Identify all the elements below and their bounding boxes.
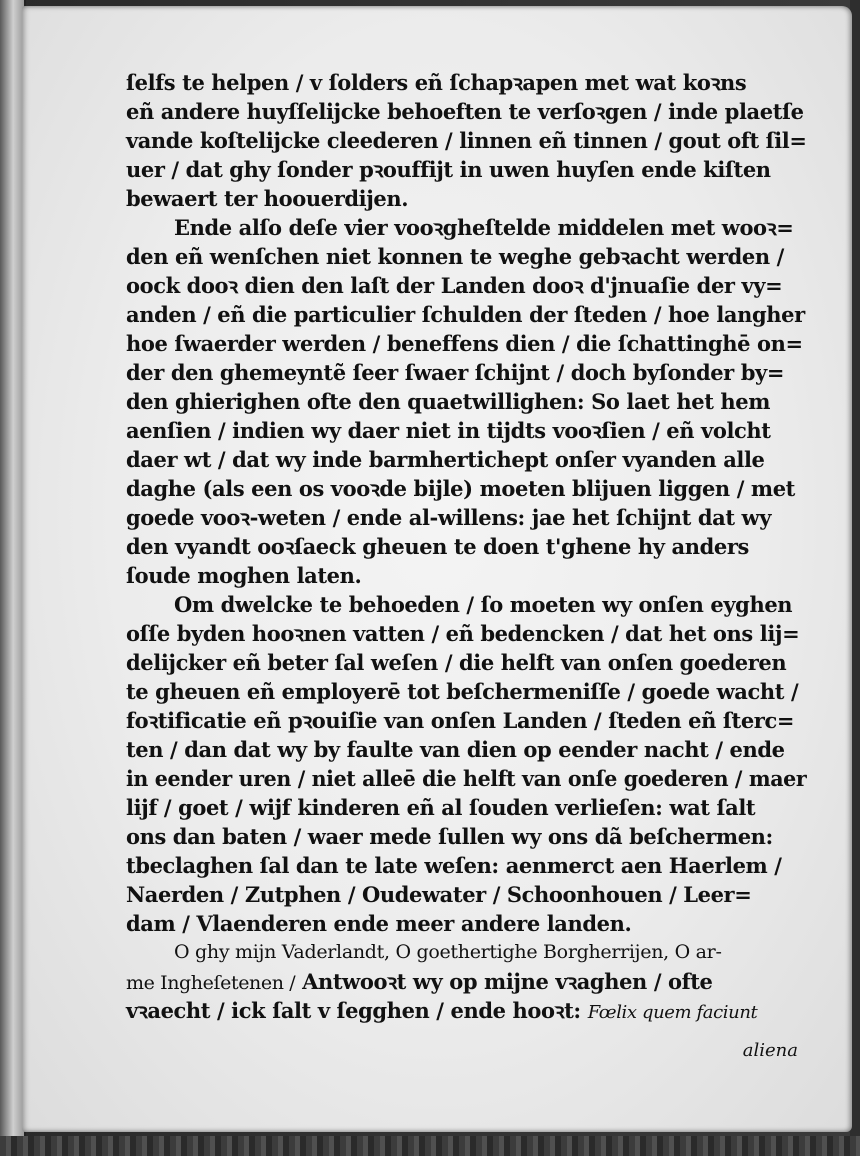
paragraph-4 bbox=[126, 938, 806, 1025]
text-line: hoe ſwaerder werden / beneffens dien / die ſchattinghē on= bbox=[126, 331, 803, 356]
blackletter-text: Antwooꝛt wy op mijne vꝛaghen / ofte bbox=[302, 969, 713, 994]
text-line: O ghy mijn Vaderlandt, O goethertighe Borgherrijen, O ar- bbox=[174, 941, 722, 963]
text-line: oock dooꝛ dien den laſt der Landen dooꝛ d'jnuaſie der vy= bbox=[126, 273, 783, 298]
text-line bbox=[126, 967, 806, 996]
text-line: den eñ wenſchen niet konnen te weghe gebꝛacht werden / bbox=[126, 244, 784, 269]
text-line: uer / dat ghy ſonder pꝛouffijt in uwen huyſen ende kiſten bbox=[126, 157, 771, 182]
text-line: der den ghemeyntẽ ſeer ſwaer ſchijnt / doch byſonder by= bbox=[126, 360, 785, 385]
text-line: ſoude moghen laten. bbox=[126, 563, 362, 588]
text-line: aenſien / indien wy daer niet in tijdts vooꝛſien / eñ volcht bbox=[126, 418, 771, 443]
text-line: ſelfs te helpen / v ſolders eñ ſchapꝛapen met wat koꝛns bbox=[126, 70, 747, 95]
text-line: vande koſtelijcke cleederen / linnen eñ tinnen / gout oft ſil= bbox=[126, 128, 807, 153]
text-line: oſſe byden hooꝛnen vatten / eñ bedencken / dat het ons lij= bbox=[126, 621, 800, 646]
text-line: bewaert ter hoouerdijen. bbox=[126, 186, 409, 211]
text-line: in eender uren / niet alleē die helft van onſe goederen / maer bbox=[126, 766, 807, 791]
text-line: anden / eñ die particulier ſchulden der ſteden / hoe langher bbox=[126, 302, 805, 327]
latin-italic-text: Fœlix quem faciunt bbox=[587, 1002, 758, 1023]
text-line: den ghierighen ofte den quaetwillighen: So laet het hem bbox=[126, 389, 771, 414]
roman-text: me Ingheſetenen / bbox=[126, 972, 296, 994]
text-line: daer wt / dat wy inde barmhertichept onſer vyanden alle bbox=[126, 447, 765, 472]
text-line: ten / dan dat wy by faulte van dien op eender nacht / ende bbox=[126, 737, 785, 762]
text-line: dam / Vlaenderen ende meer andere landen. bbox=[126, 911, 632, 936]
text-line: daghe (als een os vooꝛde bijle) moeten blijuen liggen / met bbox=[126, 476, 795, 501]
marbled-cover-edge bbox=[0, 1136, 860, 1156]
paragraph-3 bbox=[126, 590, 806, 938]
text-line: te gheuen eñ employerē tot beſchermeniſſe / goede wacht / bbox=[126, 679, 799, 704]
text-line: Naerden / Zutphen / Oudewater / Schoonhouen / Leer= bbox=[126, 882, 752, 907]
text-line: delijcker eñ beter ſal weſen / die helft van onſen goederen bbox=[126, 650, 787, 675]
catchword: aliena bbox=[742, 1040, 798, 1061]
text-line: lijf / goet / wijf kinderen eñ al ſouden verlieſen: wat ſalt bbox=[126, 795, 756, 820]
blackletter-text: vꝛaecht / ick ſalt v ſegghen / ende hooꝛt: bbox=[126, 998, 581, 1023]
paragraph-1 bbox=[126, 68, 806, 213]
text-line: den vyandt ooꝛſaeck gheuen te doen t'ghene hy anders bbox=[126, 534, 749, 559]
text-line: goede vooꝛ-weten / ende al-willens: jae het ſchijnt dat wy bbox=[126, 505, 772, 530]
text-line bbox=[126, 996, 806, 1025]
text-line: Ende alſo deſe vier vooꝛgheſtelde middelen met wooꝛ= bbox=[174, 215, 794, 240]
text-line: ons dan baten / waer mede ſullen wy ons dã beſchermen: bbox=[126, 824, 773, 849]
text-line: tbeclaghen ſal dan te late weſen: aenmerct aen Haerlem / bbox=[126, 853, 782, 878]
text-line: Om dwelcke te behoeden / ſo moeten wy onſen eyghen bbox=[174, 592, 793, 617]
paragraph-2 bbox=[126, 213, 806, 590]
text-line: eñ andere huyſſelijcke behoeften te verſoꝛgen / inde plaetſe bbox=[126, 99, 804, 124]
page-text bbox=[126, 68, 806, 1025]
text-line: foꝛtificatie eñ pꝛouiſie van onſen Landen / ſteden eñ ſterc= bbox=[126, 708, 795, 733]
